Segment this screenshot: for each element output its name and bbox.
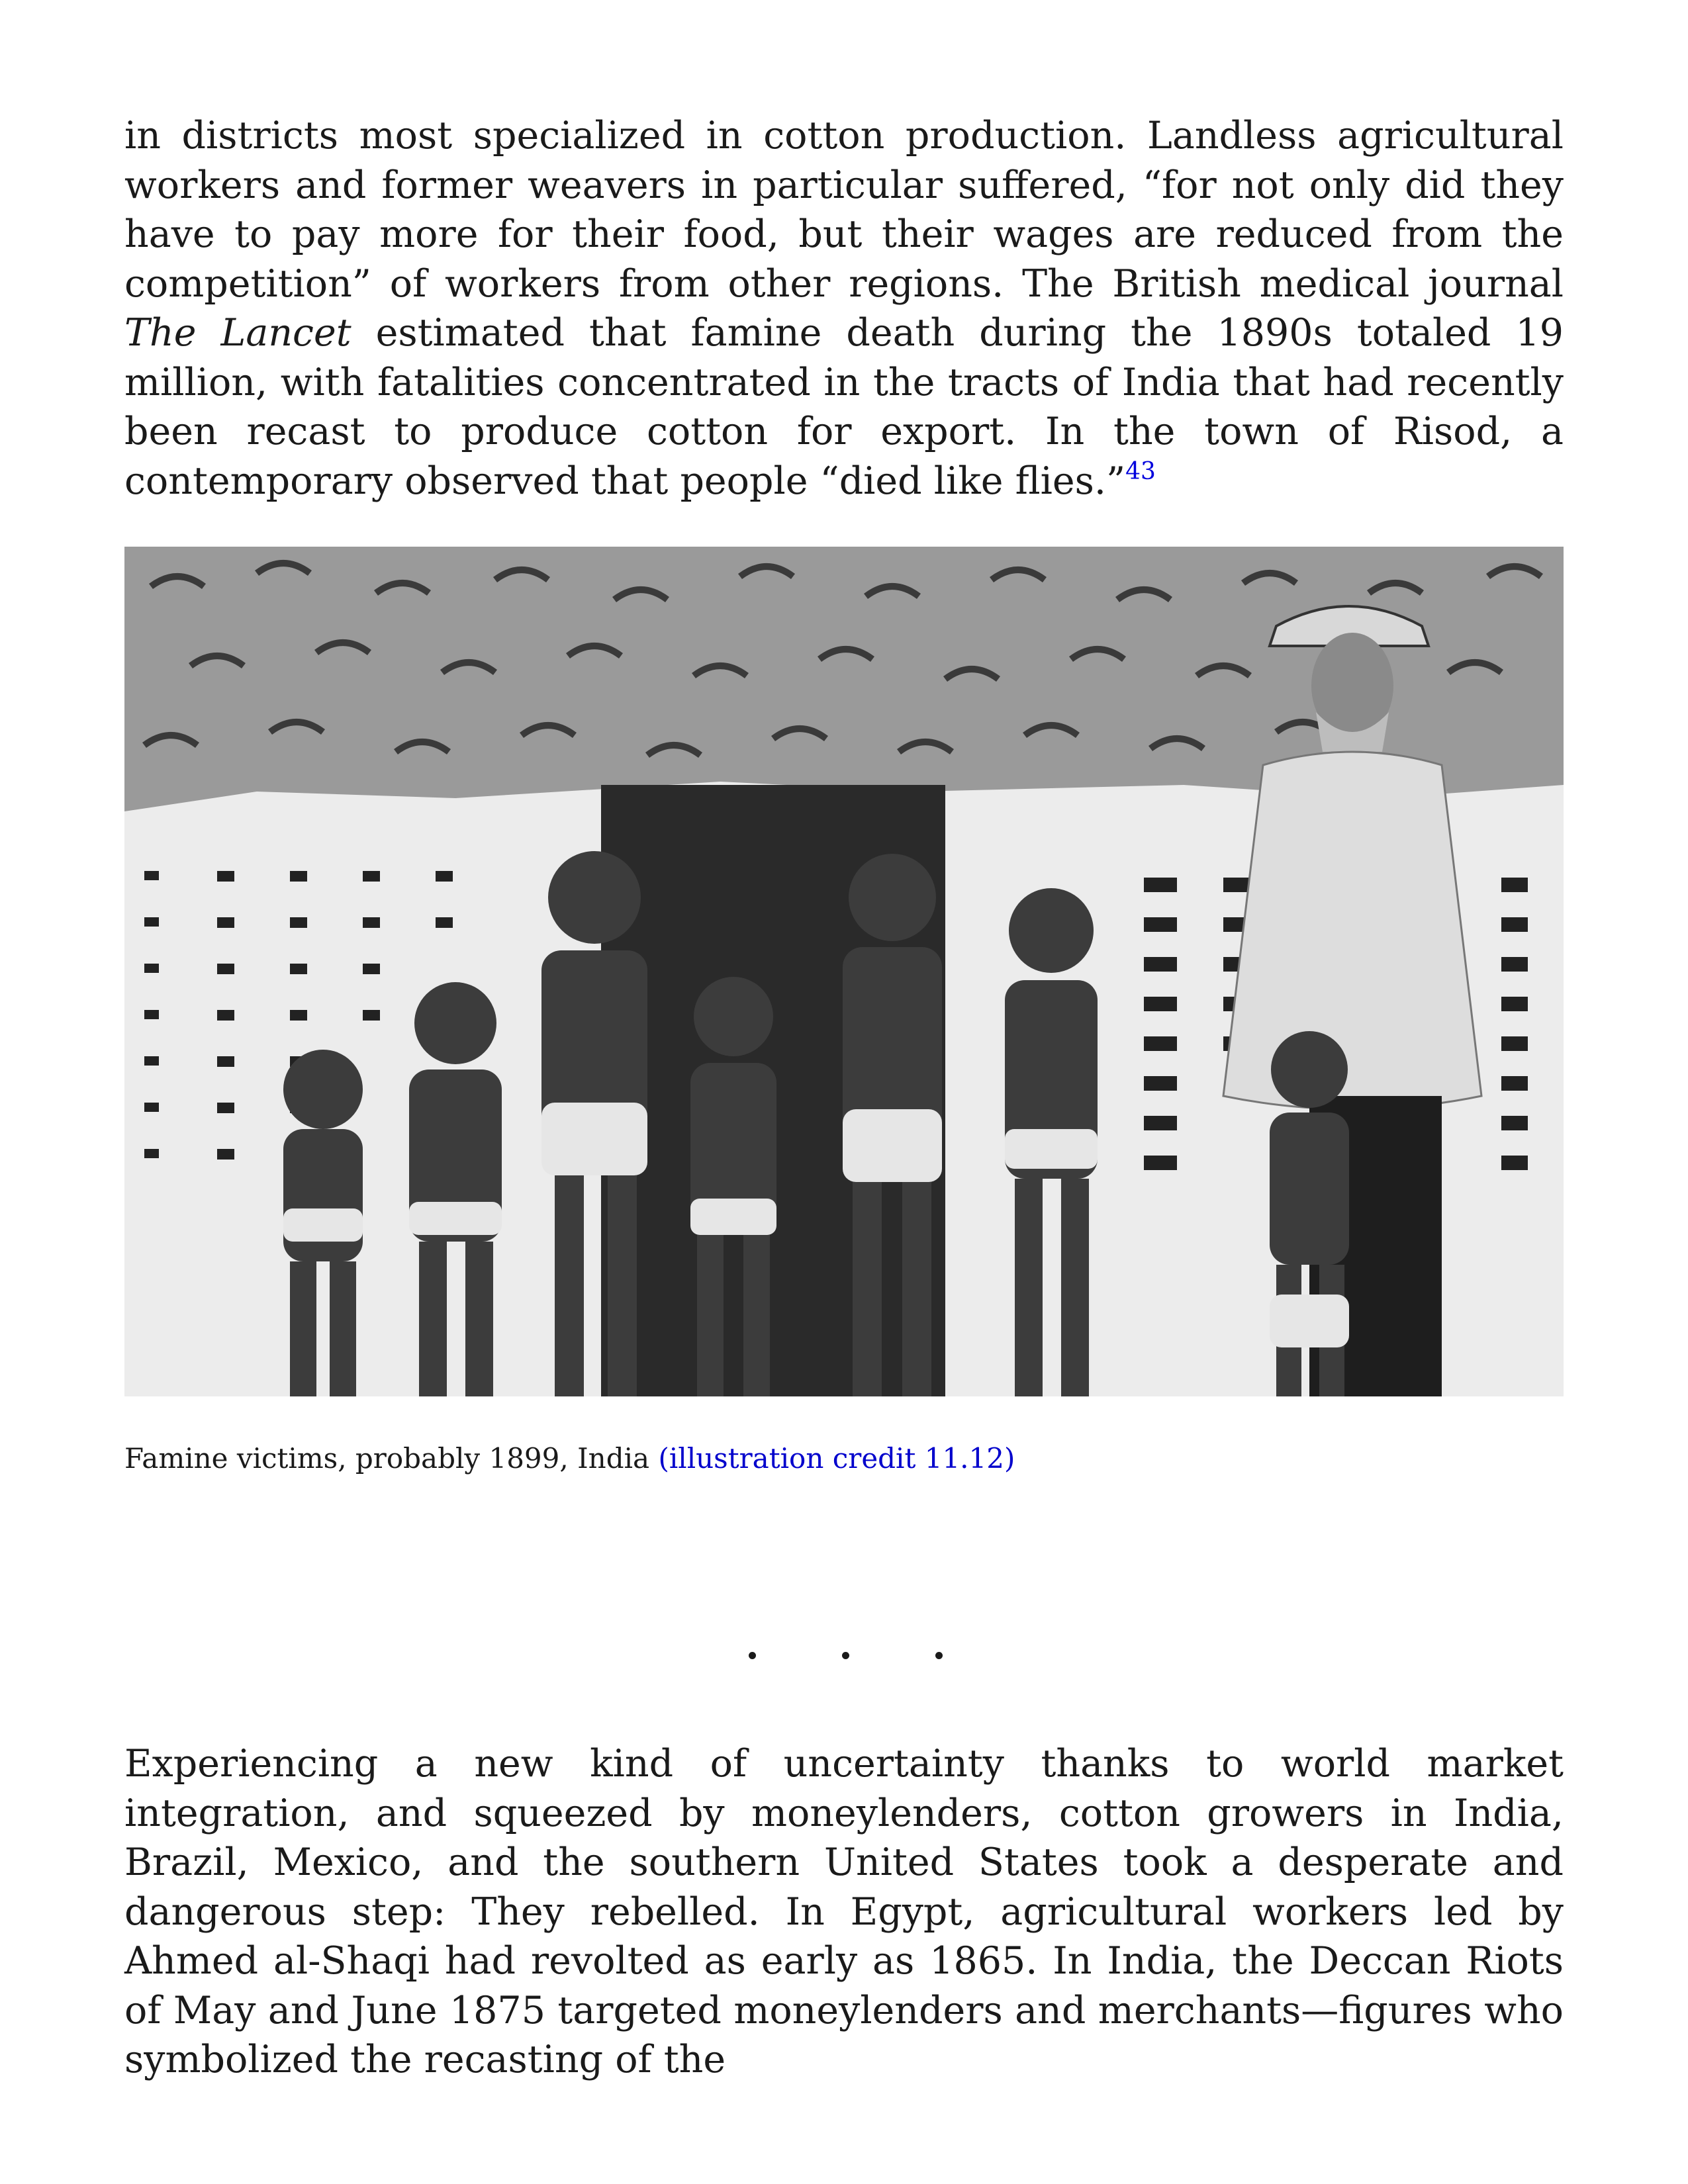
- paragraph-text-continued: estimated that famine death during the 1890s totaled 19 million, with fatalities concentrated in the tracts of India that had recently been recast to produce cotton for export. In the town of Risod, a contemporary observed that people “died like flies.”: [124, 311, 1564, 503]
- famine-victims-photo: [124, 547, 1564, 1396]
- section-break: [0, 1635, 1688, 1674]
- footnote-link[interactable]: 43: [1125, 457, 1156, 485]
- body-paragraph-bottom: Experiencing a new kind of uncertainty thanks to world market integration, and squeezed by moneylenders, cotton growers in India, Brazil, Mexico, and the southern United States took a desperate and dangerous step: They rebelled. In Egypt, agricultural workers led by Ahmed al-Shaqi had revolted as early as 1865. In India, the Deccan Riots of May and June 1875 targeted moneylenders and merchants—figures who symbolized the recasting of the: [124, 1742, 1564, 2081]
- section-break-dot: [749, 1652, 756, 1659]
- paragraph-text: in districts most specialized in cotton production. Landless agricultural workers and former weavers in particular suffered, “for not only did they have to pay more for their food, but their wages are reduced from the competition” of workers from other regions. The British medical journal: [124, 114, 1564, 306]
- section-break-dot: [842, 1652, 849, 1659]
- body-paragraph-top: [124, 111, 1564, 506]
- figure-caption: [124, 1440, 1015, 1477]
- caption-text: Famine victims, probably 1899, India: [124, 1442, 650, 1475]
- illustration-credit-link[interactable]: (illustration credit 11.12): [658, 1442, 1015, 1475]
- journal-title: The Lancet: [124, 311, 352, 355]
- section-break-dot: [935, 1652, 943, 1659]
